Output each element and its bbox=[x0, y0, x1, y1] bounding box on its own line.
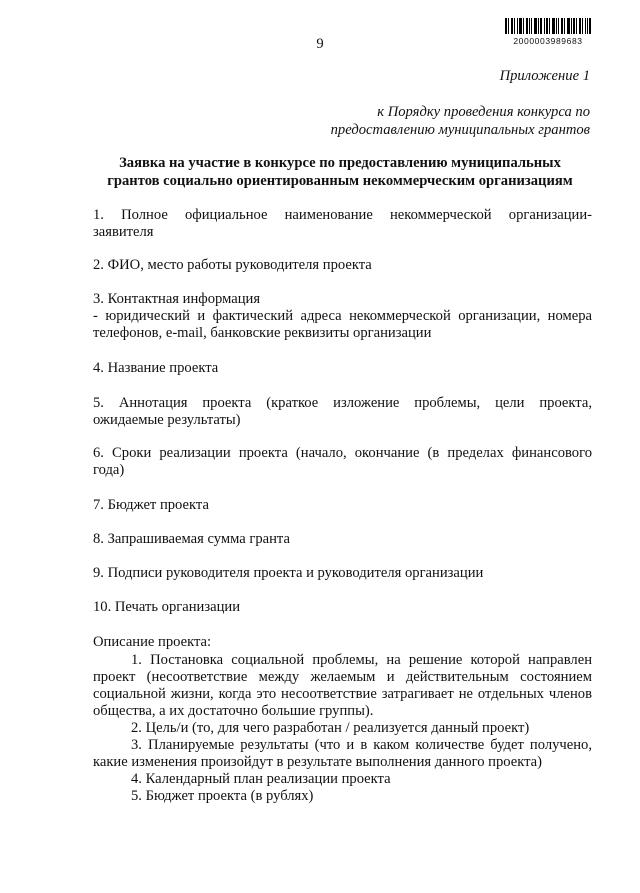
form-item-6 bbox=[93, 445, 592, 479]
form-item-10: 10. Печать организации bbox=[93, 599, 241, 615]
form-item-3-line: 3. Контактная информация bbox=[93, 291, 261, 307]
document-title-line: грантов социально ориентированным некоммерческим организациям bbox=[107, 173, 573, 189]
description-point-1 bbox=[93, 652, 592, 720]
description-point-3-line: какие изменения произойдут в результате выполнения данного проекта) bbox=[93, 754, 543, 770]
appendix-reference-line: предоставлению муниципальных грантов bbox=[330, 122, 590, 138]
description-point-2: 2. Цель/и (то, для чего разработан / реализуется данный проект) bbox=[131, 720, 530, 736]
document-title bbox=[80, 154, 600, 190]
description-point-3 bbox=[93, 737, 592, 771]
barcode-number: 2000003989683 bbox=[513, 36, 583, 46]
form-item-1 bbox=[93, 207, 592, 241]
description-point-1-line: 1. Постановка социальной проблемы, на решение которой направлен bbox=[131, 652, 592, 668]
form-item-5-line: ожидаемые результаты) bbox=[93, 412, 241, 428]
form-item-2: 2. ФИО, место работы руководителя проекта bbox=[93, 257, 372, 273]
form-item-7: 7. Бюджет проекта bbox=[93, 497, 209, 513]
form-item-5 bbox=[93, 395, 592, 429]
form-item-3-line: - юридический и фактический адреса некоммерческой организации, номера bbox=[93, 308, 592, 324]
appendix-reference bbox=[331, 103, 590, 139]
form-item-3 bbox=[93, 291, 592, 342]
description-point-1-line: проект (несоответствие между желаемым и действительным состоянием bbox=[93, 669, 592, 685]
description-point-1-line: социальной жизни, когда это несоответствие затрагивает не отдельных членов bbox=[93, 686, 592, 702]
form-item-3-line: телефонов, e-mail, банковские реквизиты организации bbox=[93, 325, 432, 341]
form-item-6-line: 6. Сроки реализации проекта (начало, окончание (в пределах финансового bbox=[93, 445, 592, 461]
form-item-8: 8. Запрашиваемая сумма гранта bbox=[93, 531, 290, 547]
barcode bbox=[505, 18, 591, 34]
page-number: 9 bbox=[316, 36, 324, 52]
appendix-reference-line: к Порядку проведения конкурса по bbox=[377, 104, 590, 120]
form-item-1-line: 1. Полное официальное наименование некоммерческой организации- bbox=[93, 207, 592, 223]
description-point-5: 5. Бюджет проекта (в рублях) bbox=[131, 788, 314, 804]
document-title-line: Заявка на участие в конкурсе по предоставлению муниципальных bbox=[119, 155, 561, 171]
form-item-6-line: года) bbox=[93, 462, 125, 478]
description-point-3-line: 3. Планируемые результаты (что и в каком количестве будет получено, bbox=[131, 737, 592, 753]
form-item-4: 4. Название проекта bbox=[93, 360, 219, 376]
description-point-4: 4. Календарный план реализации проекта bbox=[131, 771, 391, 787]
form-item-9: 9. Подписи руководителя проекта и руководителя организации bbox=[93, 565, 484, 581]
description-point-1-line: общества, а их достаточно большие группы). bbox=[93, 703, 374, 719]
appendix-label: Приложение 1 bbox=[499, 68, 590, 84]
description-heading: Описание проекта: bbox=[93, 634, 212, 650]
form-item-1-line: заявителя bbox=[93, 224, 154, 240]
form-item-5-line: 5. Аннотация проекта (краткое изложение проблемы, цели проекта, bbox=[93, 395, 592, 411]
